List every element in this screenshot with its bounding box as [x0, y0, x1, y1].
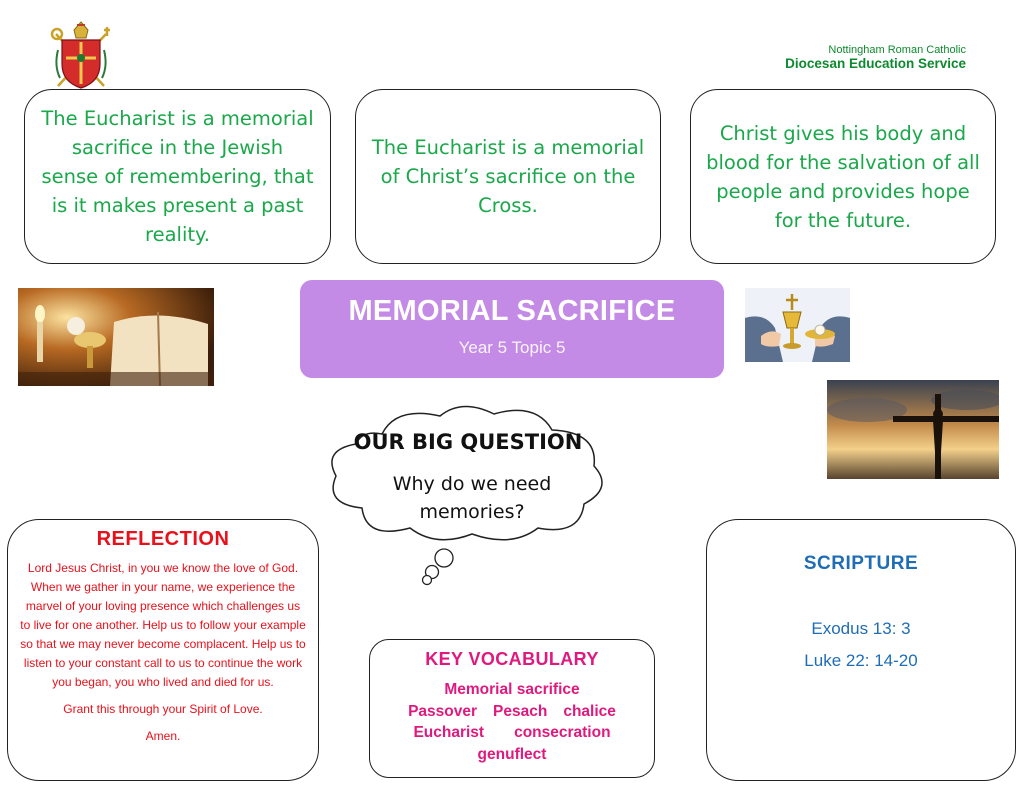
big-question-heading: OUR BIG QUESTION: [353, 430, 583, 454]
title-banner: [300, 280, 724, 378]
big-question-text: Why do we need memories?: [392, 473, 552, 523]
statement-box-2: [355, 89, 661, 264]
vocab-word: Memorial sacrifice: [444, 681, 580, 698]
reflection-box: [7, 519, 319, 781]
reflection-amen: Amen.: [145, 729, 181, 743]
statement-text-3: Christ gives his body and blood for the salvation of all people and provides hope for the future.: [706, 121, 980, 232]
reflection-closing: Grant this through your Spirit of Love.: [63, 702, 263, 716]
statement-text-2: The Eucharist is a memorial of Christ’s sacrifice on the Cross.: [371, 136, 645, 217]
crucifix-sky-image: [827, 380, 999, 479]
key-vocabulary-box: [369, 639, 655, 778]
vocab-word: chalice: [563, 702, 616, 720]
page-subtitle: Year 5 Topic 5: [458, 338, 566, 357]
big-question-cloud: [322, 400, 614, 550]
org-line-2: Diocesan Education Service: [785, 56, 966, 71]
organisation-name: [785, 44, 966, 71]
scripture-reference: Exodus 13: 3: [811, 619, 911, 638]
vocab-word: genuflect: [477, 745, 547, 763]
vocabulary-heading: KEY VOCABULARY: [425, 649, 599, 669]
reflection-prayer: Lord Jesus Christ, in you we know the love of God. When we gather in your name, we experience the marvel of your loving presence which challenges us to live for one another. Help us to follow your example so that we may never become complacent. Help us to listen to your constant call to us to continue the work you began, you who lived and died for us.: [20, 561, 306, 689]
scripture-heading: SCRIPTURE: [803, 553, 919, 574]
statement-text-1: The Eucharist is a memorial sacrifice in the Jewish sense of remembering, that is it makes present a past reality.: [41, 107, 314, 246]
thought-bubbles-icon: [418, 548, 462, 586]
vocab-word: consecration: [514, 724, 611, 741]
reflection-heading: REFLECTION: [96, 528, 230, 550]
scripture-box: [706, 519, 1016, 781]
org-line-1: Nottingham Roman Catholic: [828, 44, 966, 56]
statement-box-3: [690, 89, 996, 264]
vocab-word: Pesach: [493, 702, 548, 720]
statement-box-1: [24, 89, 331, 264]
vocab-word: Passover: [408, 702, 478, 720]
priest-chalice-clipart: [745, 288, 850, 362]
vocab-word: Eucharist: [413, 724, 485, 741]
scripture-reference: Luke 22: 14-20: [804, 651, 918, 670]
page-title: MEMORIAL SACRIFICE: [348, 295, 676, 327]
altar-chalice-image: [18, 288, 214, 386]
diocese-crest-icon: [48, 20, 114, 92]
